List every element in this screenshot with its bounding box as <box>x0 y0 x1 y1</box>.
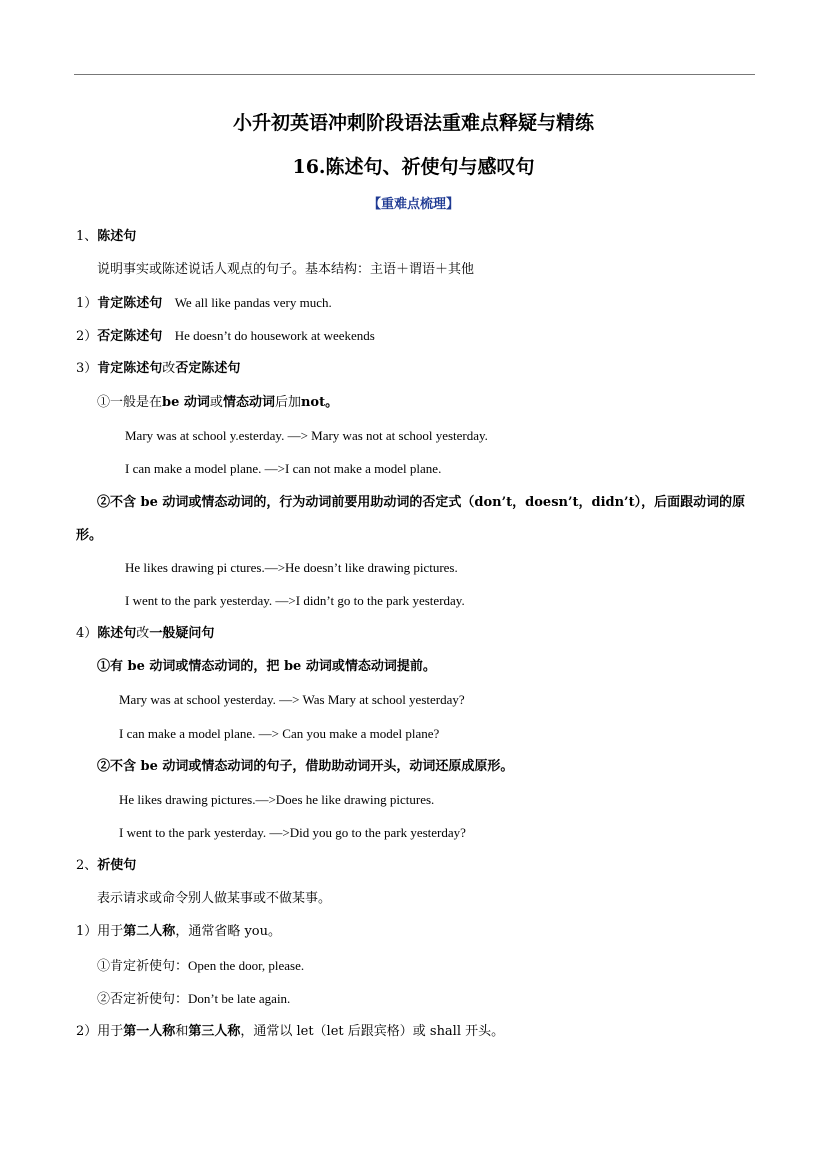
s2-heading-num: 2、 <box>76 858 98 873</box>
s1-q1-example1: Mary was at school yesterday. —> Was Mary at school yesterday? <box>119 692 465 707</box>
s2-p2-e: ，通常以 let（let 后跟宾格）或 shall 开头。 <box>240 1024 505 1039</box>
s1-q2: ②不含 be 动词或情态动词的句子，借助助动词开头，动词还原成原形。 <box>97 759 514 774</box>
s2-p2-c: 和 <box>175 1024 189 1039</box>
s1-r2-example2: I went to the park yesterday. —>I didn’t go to the park yesterday. <box>125 593 465 608</box>
s1-q1-example2: I can make a model plane. —> Can you make a model plane? <box>119 726 440 741</box>
s1-p4-num: 4） <box>76 626 98 641</box>
s1-r1-d: 情态动词 <box>222 395 275 410</box>
s2-p1-num: 1） <box>76 924 98 939</box>
s1-rule1 <box>97 394 338 412</box>
s1-point4 <box>76 625 214 643</box>
s1-q2-example1: He likes drawing pictures.—>Does he like drawing pictures. <box>119 792 435 807</box>
s1-heading-text: 陈述句 <box>97 229 137 244</box>
s2-affirm <box>97 957 304 976</box>
s1-p1-example: We all like pandas very much. <box>174 295 332 310</box>
s2-p1-a: 用于 <box>97 924 124 939</box>
document-title: 小升初英语冲刺阶段语法重难点释疑与精练 <box>232 112 594 134</box>
s1-point3 <box>76 360 240 378</box>
s1-q2-example2: I went to the park yesterday. —>Did you go to the park yesterday? <box>119 825 466 840</box>
s1-r1-example1: Mary was at school y.esterday. —> Mary was not at school yesterday. <box>125 428 488 443</box>
s2-p2-d: 第三人称 <box>188 1024 241 1039</box>
s1-p3-num: 3） <box>76 361 98 376</box>
s2-p2-a: 用于 <box>97 1024 124 1039</box>
s1-p4-c: 一般疑问句 <box>149 626 215 641</box>
s1-p2-example: He doesn’t do housework at weekends <box>174 328 375 343</box>
section-tag: 【重难点梳理】 <box>367 197 459 212</box>
s1-r2-example1: He likes drawing pi ctures.—>He doesn’t like drawing pictures. <box>125 560 458 575</box>
s1-point1 <box>76 294 332 313</box>
s2-heading <box>76 857 136 875</box>
document-subtitle: 16.陈述句、祈使句与感叹句 <box>292 156 535 178</box>
s2-p1-b: 第二人称 <box>123 924 176 939</box>
s1-r1-a: 一般是在 <box>110 395 163 410</box>
s1-p2-label: 否定陈述句 <box>97 329 163 344</box>
s1-p1-label: 肯定陈述句 <box>97 296 163 311</box>
s2-p2-num: 2） <box>76 1024 98 1039</box>
s2-desc: 表示请求或命令别人做某事或不做某事。 <box>97 891 332 906</box>
s1-p3-b: 改 <box>162 361 176 376</box>
s2-heading-text: 祈使句 <box>97 858 137 873</box>
s2-p2-b: 第一人称 <box>123 1024 176 1039</box>
s1-desc: 说明事实或陈述说话人观点的句子。基本结构：主语＋谓语＋其他 <box>97 262 475 277</box>
s2-a2-label: 否定祈使句： <box>110 992 189 1007</box>
s1-p4-a: 陈述句 <box>97 626 137 641</box>
s1-p3-a: 肯定陈述句 <box>97 361 163 376</box>
s1-rule2: ②不含 be 动词或情态动词的，行为动词前要用助动词的否定式（don’t，doesn’t，didn’t），后面跟动词的原形。 <box>76 495 746 543</box>
s1-r1-example2: I can make a model plane. —>I can not make a model plane. <box>125 461 442 476</box>
s2-point2 <box>76 1023 504 1041</box>
s2-a1-example: Open the door, please. <box>188 958 305 973</box>
s1-p4-b: 改 <box>136 626 150 641</box>
s2-a2-mark: ② <box>97 992 111 1007</box>
s1-r1-mark: ① <box>97 395 111 410</box>
s1-p3-c: 否定陈述句 <box>175 361 241 376</box>
s2-a2-example: Don’t be late again. <box>188 991 291 1006</box>
s1-point2 <box>76 327 375 346</box>
s1-p1-num: 1） <box>76 296 98 311</box>
s1-heading <box>76 228 136 246</box>
header-rule <box>74 74 755 75</box>
s1-r1-e: 后加 <box>274 395 301 410</box>
s1-heading-num: 1、 <box>76 229 98 244</box>
s1-p2-num: 2） <box>76 329 98 344</box>
s2-p1-c: ，通常省略 you。 <box>175 924 281 939</box>
s1-r1-c: 或 <box>209 395 223 410</box>
s2-point1 <box>76 923 281 941</box>
s2-a1-label: 肯定祈使句： <box>110 959 189 974</box>
s2-negative <box>97 990 290 1009</box>
s1-r1-f: not。 <box>300 395 339 410</box>
s1-q1: ①有 be 动词或情态动词的，把 be 动词或情态动词提前。 <box>97 659 436 674</box>
s2-a1-mark: ① <box>97 959 111 974</box>
s1-r1-b: be 动词 <box>162 395 210 410</box>
